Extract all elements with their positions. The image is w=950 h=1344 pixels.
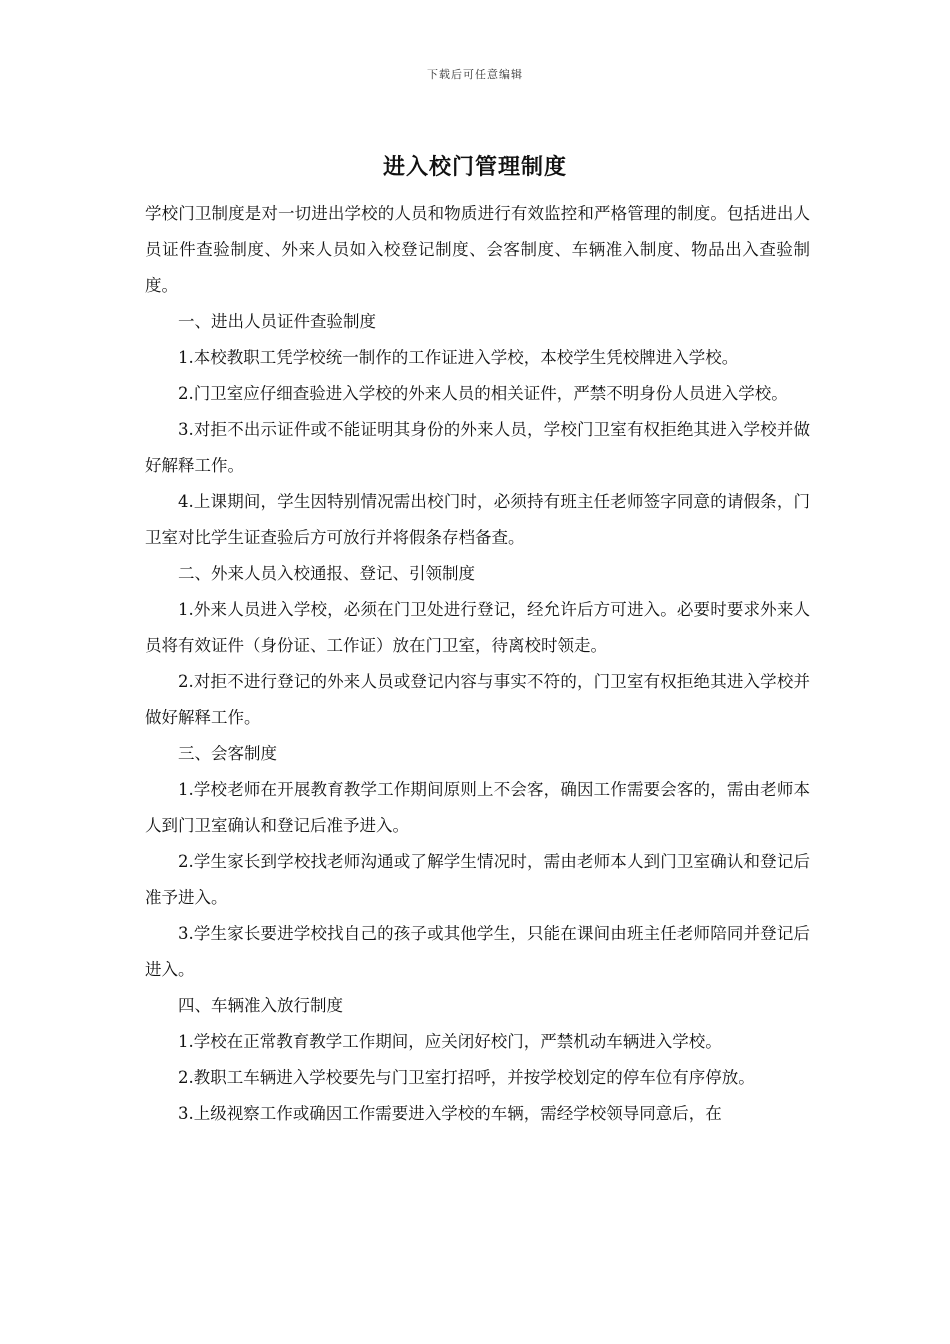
section-heading: 二、外来人员入校通报、登记、引领制度	[178, 564, 475, 583]
intro-paragraph: 学校门卫制度是对一切进出学校的人员和物质进行有效监控和严格管理的制度。包括进出人员证件查验制度、外来人员如入校登记制度、会客制度、车辆准入制度、物品出入查验制度。	[145, 204, 810, 295]
paragraph: 2.学生家长到学校找老师沟通或了解学生情况时，需由老师本人到门卫室确认和登记后准予进入。	[145, 852, 810, 907]
paragraph: 1.外来人员进入学校，必须在门卫处进行登记，经允许后方可进入。必要时要求外来人员将有效证件（身份证、工作证）放在门卫室，待离校时领走。	[145, 600, 810, 655]
paragraph: 2.教职工车辆进入学校要先与门卫室打招呼，并按学校划定的停车位有序停放。	[178, 1068, 755, 1087]
section-heading: 三、会客制度	[178, 744, 277, 763]
paragraph: 3.学生家长要进学校找自己的孩子或其他学生，只能在课间由班主任老师陪同并登记后进入。	[145, 924, 810, 979]
header-note: 下载后可任意编辑	[427, 68, 523, 81]
document-body	[145, 196, 810, 1132]
paragraph: 2.对拒不进行登记的外来人员或登记内容与事实不符的，门卫室有权拒绝其进入学校并做好解释工作。	[145, 672, 810, 727]
section-heading: 四、车辆准入放行制度	[178, 996, 343, 1015]
paragraph: 3.对拒不出示证件或不能证明其身份的外来人员，学校门卫室有权拒绝其进入学校并做好解释工作。	[145, 420, 810, 475]
paragraph: 4.上课期间，学生因特别情况需出校门时，必须持有班主任老师签字同意的请假条，门卫室对比学生证查验后方可放行并将假条存档备查。	[145, 492, 810, 547]
paragraph: 1.本校教职工凭学校统一制作的工作证进入学校，本校学生凭校牌进入学校。	[178, 348, 739, 367]
paragraph: 2.门卫室应仔细查验进入学校的外来人员的相关证件，严禁不明身份人员进入学校。	[178, 384, 788, 403]
paragraph: 1.学校在正常教育教学工作期间，应关闭好校门，严禁机动车辆进入学校。	[178, 1032, 722, 1051]
paragraph: 1.学校老师在开展教育教学工作期间原则上不会客，确因工作需要会客的，需由老师本人到门卫室确认和登记后准予进入。	[145, 780, 810, 835]
paragraph: 3.上级视察工作或确因工作需要进入学校的车辆，需经学校领导同意后，在	[178, 1104, 722, 1123]
section-heading: 一、进出人员证件查验制度	[178, 312, 376, 331]
document-title: 进入校门管理制度	[382, 154, 567, 180]
